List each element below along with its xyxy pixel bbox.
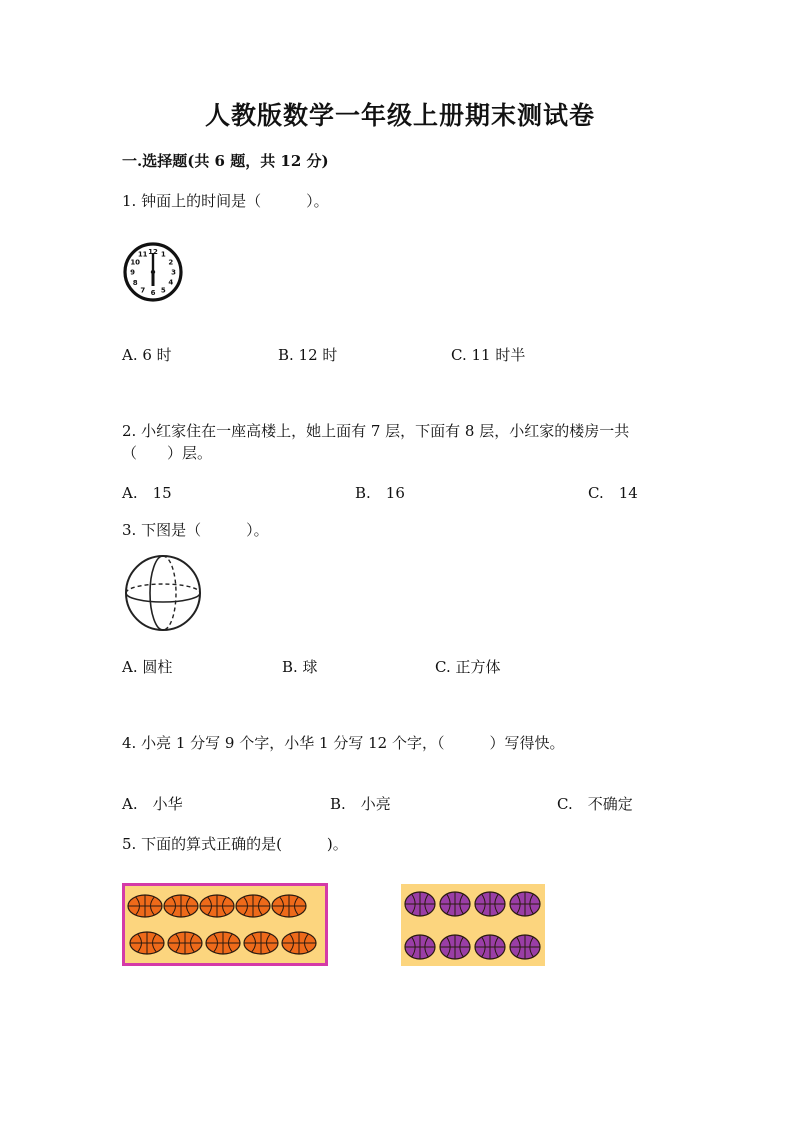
basketball bbox=[244, 932, 278, 954]
question-2-text-line2: （ ）层。 bbox=[122, 444, 213, 462]
clock-number: 8 bbox=[132, 278, 138, 287]
clock-number: 10 bbox=[130, 258, 141, 267]
sphere-meridian-front bbox=[150, 556, 163, 630]
clock-number: 9 bbox=[130, 268, 135, 277]
clock-number: 3 bbox=[171, 268, 176, 277]
sphere-meridian-back bbox=[163, 556, 176, 630]
clock-number: 11 bbox=[137, 250, 148, 259]
basketball bbox=[236, 895, 270, 917]
basketball bbox=[200, 895, 234, 917]
clock-number: 1 bbox=[160, 250, 166, 259]
page-title: 人教版数学一年级上册期末测试卷 bbox=[204, 101, 595, 130]
sphere-equator-back bbox=[126, 584, 200, 593]
basketball bbox=[405, 892, 435, 916]
basketball bbox=[405, 935, 435, 959]
basketball bbox=[440, 935, 470, 959]
q3-option-c: C. 正方体 bbox=[435, 658, 501, 676]
basketball bbox=[510, 935, 540, 959]
section-heading: 一.选择题(共 6 题，共 12 分) bbox=[122, 152, 329, 170]
basketball bbox=[164, 895, 198, 917]
basketball bbox=[272, 895, 306, 917]
clock-image bbox=[122, 242, 184, 302]
basketball bbox=[130, 932, 164, 954]
basketball bbox=[510, 892, 540, 916]
basketball bbox=[440, 892, 470, 916]
basketball bbox=[475, 935, 505, 959]
clock-number: 4 bbox=[168, 278, 174, 287]
clock-number: 5 bbox=[160, 286, 166, 295]
q2-option-c: C. 14 bbox=[588, 484, 638, 502]
q4-option-a: A. 小华 bbox=[122, 795, 183, 813]
sphere-image bbox=[122, 555, 204, 631]
question-5-text: 5. 下面的算式正确的是( )。 bbox=[122, 835, 348, 853]
q3-option-a: A. 圆柱 bbox=[122, 658, 173, 676]
q2-option-b: B. 16 bbox=[355, 484, 405, 502]
clock-center bbox=[151, 270, 155, 274]
q1-option-b: B. 12 时 bbox=[278, 346, 338, 364]
q4-option-b: B. 小亮 bbox=[330, 795, 391, 813]
clock-number: 6 bbox=[150, 289, 156, 297]
basketball bbox=[128, 895, 162, 917]
clock-number: 2 bbox=[168, 258, 174, 267]
question-1-text: 1. 钟面上的时间是（ ）。 bbox=[122, 192, 329, 210]
sphere-outline bbox=[126, 556, 200, 630]
q4-option-c: C. 不确定 bbox=[557, 795, 633, 813]
orange-basketballs-image bbox=[122, 883, 328, 966]
q1-option-c: C. 11 时半 bbox=[451, 346, 526, 364]
question-4-text: 4. 小亮 1 分写 9 个字，小华 1 分写 12 个字，（ ）写得快。 bbox=[122, 734, 565, 752]
sphere-equator-front bbox=[126, 593, 200, 602]
clock-number: 7 bbox=[140, 286, 146, 295]
question-3-text: 3. 下图是（ ）。 bbox=[122, 521, 269, 539]
q2-option-a: A. 15 bbox=[122, 484, 172, 502]
basketball bbox=[168, 932, 202, 954]
clock-number: 12 bbox=[148, 248, 158, 256]
question-2-text-line1: 2. 小红家住在一座高楼上，她上面有 7 层，下面有 8 层，小红家的楼房一共 bbox=[122, 422, 630, 440]
basketball bbox=[475, 892, 505, 916]
basketball bbox=[206, 932, 240, 954]
q1-option-a: A. 6 时 bbox=[122, 346, 172, 364]
basketball bbox=[282, 932, 316, 954]
purple-basketballs-image bbox=[401, 884, 545, 966]
q3-option-b: B. 球 bbox=[282, 658, 318, 676]
